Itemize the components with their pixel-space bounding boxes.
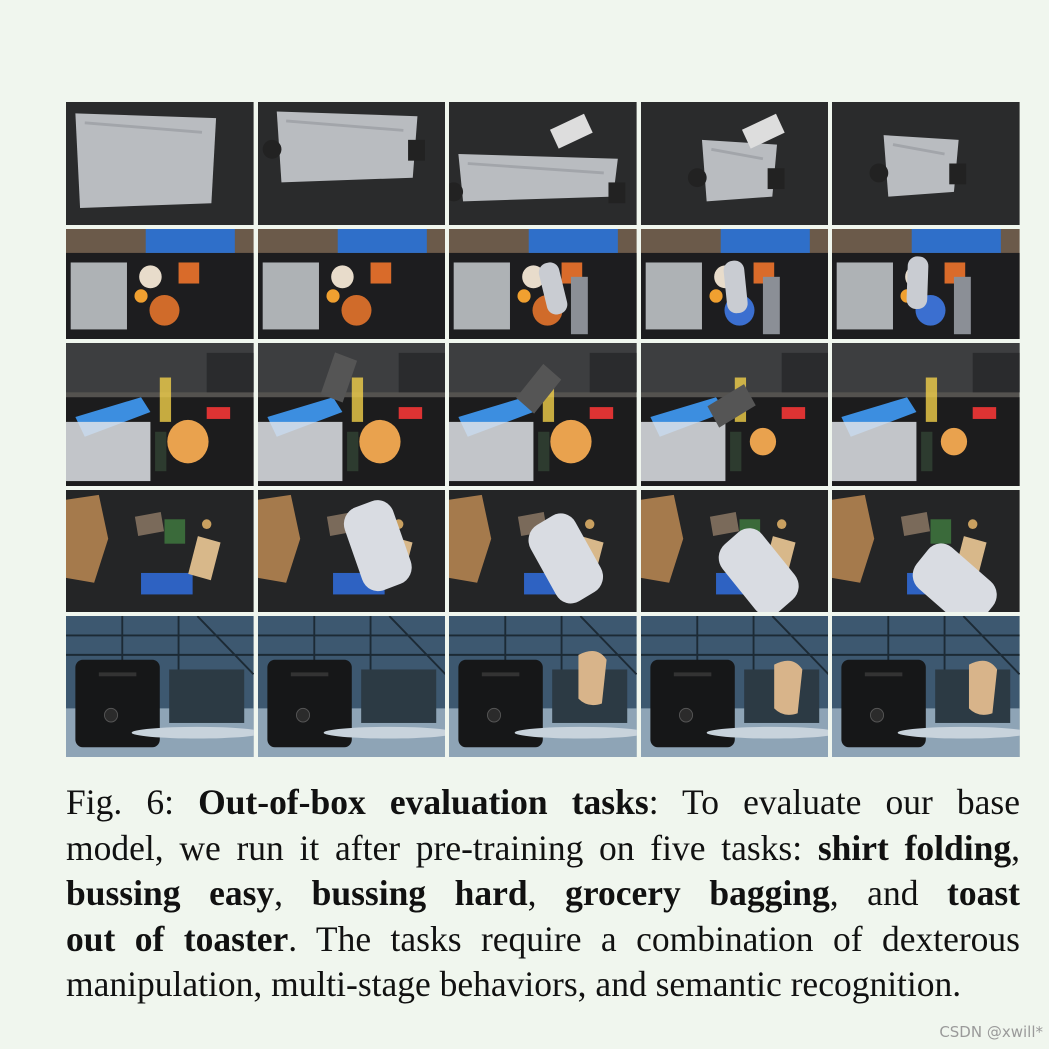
photo-bussing-easy-frame-5 xyxy=(832,229,1020,339)
photo-toaster-frame-4 xyxy=(641,616,829,757)
photo-grocery-frame-3 xyxy=(449,490,637,612)
figure-label: Fig. 6: xyxy=(66,782,199,822)
caption-line-1 xyxy=(66,780,1020,826)
photo-bussing-easy-frame-3 xyxy=(449,229,637,339)
photo-bussing-easy-frame-4 xyxy=(641,229,829,339)
photo-bussing-hard-frame-1 xyxy=(66,343,254,486)
photo-bussing-hard-frame-4 xyxy=(641,343,829,486)
photo-toaster-frame-1 xyxy=(66,616,254,757)
photo-shirt-frame-3 xyxy=(449,102,637,225)
photo-shirt-frame-5 xyxy=(832,102,1020,225)
caption-line-2 xyxy=(66,826,1020,872)
caption-punct: , xyxy=(274,873,284,913)
photo-shirt-frame-2 xyxy=(258,102,446,225)
task-bussing-hard: bussing hard xyxy=(311,873,528,913)
figure-caption xyxy=(66,780,1020,1008)
photo-grocery-frame-1 xyxy=(66,490,254,612)
task-shirt-folding: shirt folding xyxy=(817,827,1012,868)
photo-grocery-frame-5 xyxy=(832,490,1020,612)
watermark: CSDN @xwill* xyxy=(939,1023,1043,1041)
photo-bussing-easy-frame-2 xyxy=(258,229,446,339)
task-out-of-toaster: out of toaster xyxy=(66,918,289,959)
caption-text: model, we run it after pre-training on five tasks: xyxy=(66,827,818,868)
caption-text: : To evaluate our base xyxy=(648,782,1020,822)
photo-grocery-frame-2 xyxy=(258,490,446,612)
caption-punct: , xyxy=(1011,827,1020,868)
caption-text: . The tasks require a combination of dexterous xyxy=(288,918,1020,959)
figure-image-grid xyxy=(66,102,1020,759)
caption-text: , and xyxy=(829,873,919,913)
photo-grocery-frame-4 xyxy=(641,490,829,612)
task-bussing-easy: bussing easy xyxy=(66,873,275,913)
caption-punct: , xyxy=(527,873,537,913)
photo-bussing-hard-frame-2 xyxy=(258,343,446,486)
photo-bussing-hard-frame-3 xyxy=(449,343,637,486)
task-toast: toast xyxy=(947,873,1021,913)
photo-shirt-frame-1 xyxy=(66,102,254,225)
task-grocery-bagging: grocery bagging xyxy=(565,873,830,913)
photo-toaster-frame-5 xyxy=(832,616,1020,757)
photo-toaster-frame-2 xyxy=(258,616,446,757)
photo-toaster-frame-3 xyxy=(449,616,637,757)
caption-line-3 xyxy=(66,871,1020,917)
photo-bussing-easy-frame-1 xyxy=(66,229,254,339)
caption-line-4 xyxy=(66,917,1020,963)
caption-title: Out-of-box evaluation tasks xyxy=(198,782,649,822)
photo-bussing-hard-frame-5 xyxy=(832,343,1020,486)
caption-line-5 xyxy=(66,962,1020,1008)
photo-shirt-frame-4 xyxy=(641,102,829,225)
caption-text: manipulation, multi-stage behaviors, and semantic recognition. xyxy=(66,964,962,1004)
